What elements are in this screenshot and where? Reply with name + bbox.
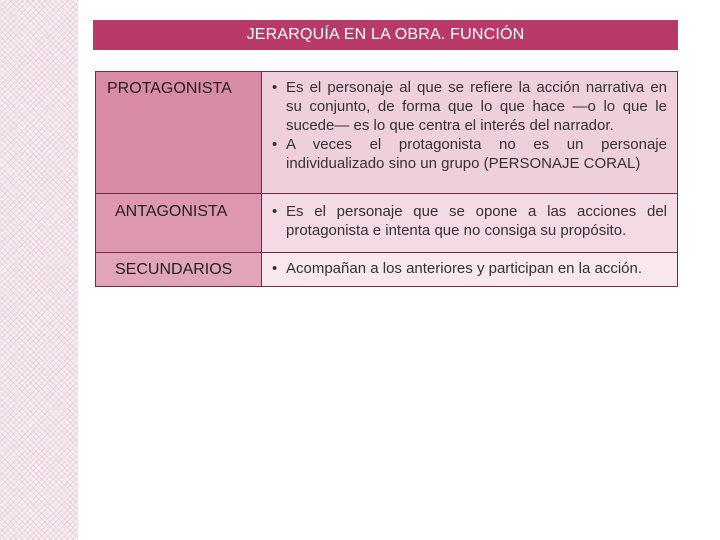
term-cell bbox=[96, 253, 262, 287]
description-text: A veces el protagonista no es un personaje individualizado sino un grupo (PERSONAJE CORAL) bbox=[286, 136, 667, 172]
table-row bbox=[96, 253, 678, 287]
list-item bbox=[262, 78, 677, 135]
term-cell bbox=[96, 72, 262, 194]
character-hierarchy-table bbox=[95, 71, 678, 287]
page-title: JERARQUÍA EN LA OBRA. FUNCIÓN bbox=[93, 20, 678, 50]
description-text: Es el personaje que se opone a las acciones del protagonista e intenta que no consiga su propósito. bbox=[286, 203, 667, 239]
description-list bbox=[262, 253, 677, 278]
term-antagonista: ANTAGONISTA bbox=[115, 203, 228, 220]
description-cell bbox=[262, 72, 678, 194]
description-cell bbox=[262, 194, 678, 253]
bullet-icon: • bbox=[272, 136, 278, 153]
description-list bbox=[262, 194, 677, 240]
decorative-side-pattern bbox=[0, 0, 78, 540]
term-cell bbox=[96, 194, 262, 253]
list-item bbox=[262, 202, 677, 240]
list-item bbox=[262, 135, 677, 173]
bullet-icon: • bbox=[272, 203, 278, 220]
bullet-icon: • bbox=[272, 260, 278, 277]
table-row bbox=[96, 72, 678, 194]
description-list bbox=[262, 72, 677, 173]
description-text: Acompañan a los anteriores y participan en la acción. bbox=[286, 260, 643, 277]
description-cell bbox=[262, 253, 678, 287]
term-protagonista: PROTAGONISTA bbox=[107, 80, 232, 97]
list-item bbox=[262, 259, 677, 278]
description-text: Es el personaje al que se refiere la acción narrativa en su conjunto, de forma que lo que hace —o lo que le sucede— es lo que centra el interés del narrador. bbox=[286, 79, 667, 134]
table-row bbox=[96, 194, 678, 253]
bullet-icon: • bbox=[272, 79, 278, 96]
term-secundarios: SECUNDARIOS bbox=[115, 261, 233, 278]
